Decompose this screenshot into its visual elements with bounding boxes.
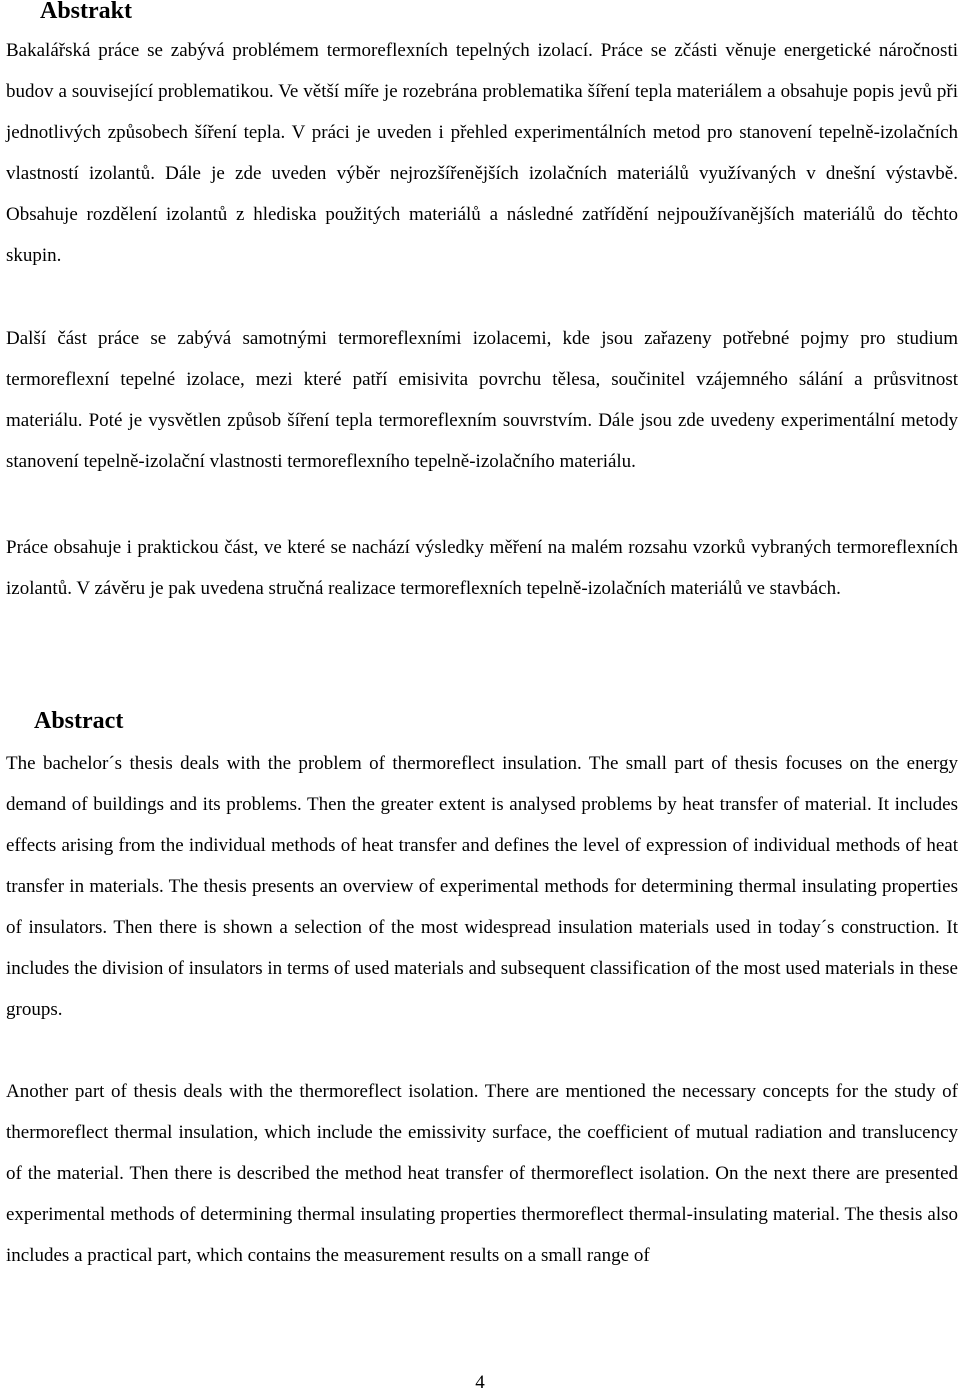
abstract-paragraph-2: Another part of thesis deals with the thermoreflect isolation. There are mentioned the necessary concepts for the study of thermoreflect thermal insulation, which include the emissivity surface, the coefficient of mutual radiation and translucency of the material. Then there is described the method heat transfer of thermoreflect isolation. On the next there are presented experimental methods of determining thermal insulating properties thermoreflect thermal-insulating material. The thesis also includes a practical part, which contains the measurement results on a small range of [6,1081,958,1266]
abstrakt-heading: Abstrakt [40,0,133,24]
page-number: 4 [475,1372,485,1393]
abstract-heading: Abstract [34,708,124,734]
abstract-paragraph-1: The bachelor´s thesis deals with the problem of thermoreflect insulation. The small part of thesis focuses on the energy demand of buildings and its problems. Then the greater extent is analysed problems by heat transfer of material. It includes effects arising from the individual methods of heat transfer and defines the level of expression of individual methods of heat transfer in materials. The thesis presents an overview of experimental methods for determining thermal insulating properties of insulators. Then there is shown a selection of the most widespread insulation materials used in today´s construction. It includes the division of insulators in terms of used materials and subsequent classification of the most used materials in these groups. [6,753,958,1020]
abstrakt-paragraph-3: Práce obsahuje i praktickou část, ve které se nachází výsledky měření na malém rozsahu vzorků vybraných termoreflexních izolantů. V závěru je pak uvedena stručná realizace termoreflexních tepelně-izolačních materiálů ve stavbách. [6,537,958,599]
abstrakt-paragraph-2: Další část práce se zabývá samotnými termoreflexními izolacemi, kde jsou zařazeny potřebné pojmy pro studium termoreflexní tepelné izolace, mezi které patří emisivita povrchu tělesa, součinitel vzájemného sálání a průsvitnost materiálu. Poté je vysvětlen způsob šíření tepla termoreflexním souvrstvím. Dále jsou zde uvedeny experimentální metody stanovení tepelně-izolační vlastnosti termoreflexního tepelně-izolačního materiálu. [6,328,958,472]
abstrakt-paragraph-1: Bakalářská práce se zabývá problémem termoreflexních tepelných izolací. Práce se zčásti věnuje energetické náročnosti budov a související problematikou. Ve větší míře je rozebrána problematika šíření tepla materiálem a obsahuje popis jevů při jednotlivých způsobech šíření tepla. V práci je uveden i přehled experimentálních metod pro stanovení tepelně-izolačních vlastností izolantů. Dále je zde uveden výběr nejrozšířenějších izolačních materiálů využívaných v dnešní výstavbě. Obsahuje rozdělení izolantů z hlediska použitých materiálů a následné zatřídění nejpoužívanějších materiálů do těchto skupin. [6,40,958,266]
